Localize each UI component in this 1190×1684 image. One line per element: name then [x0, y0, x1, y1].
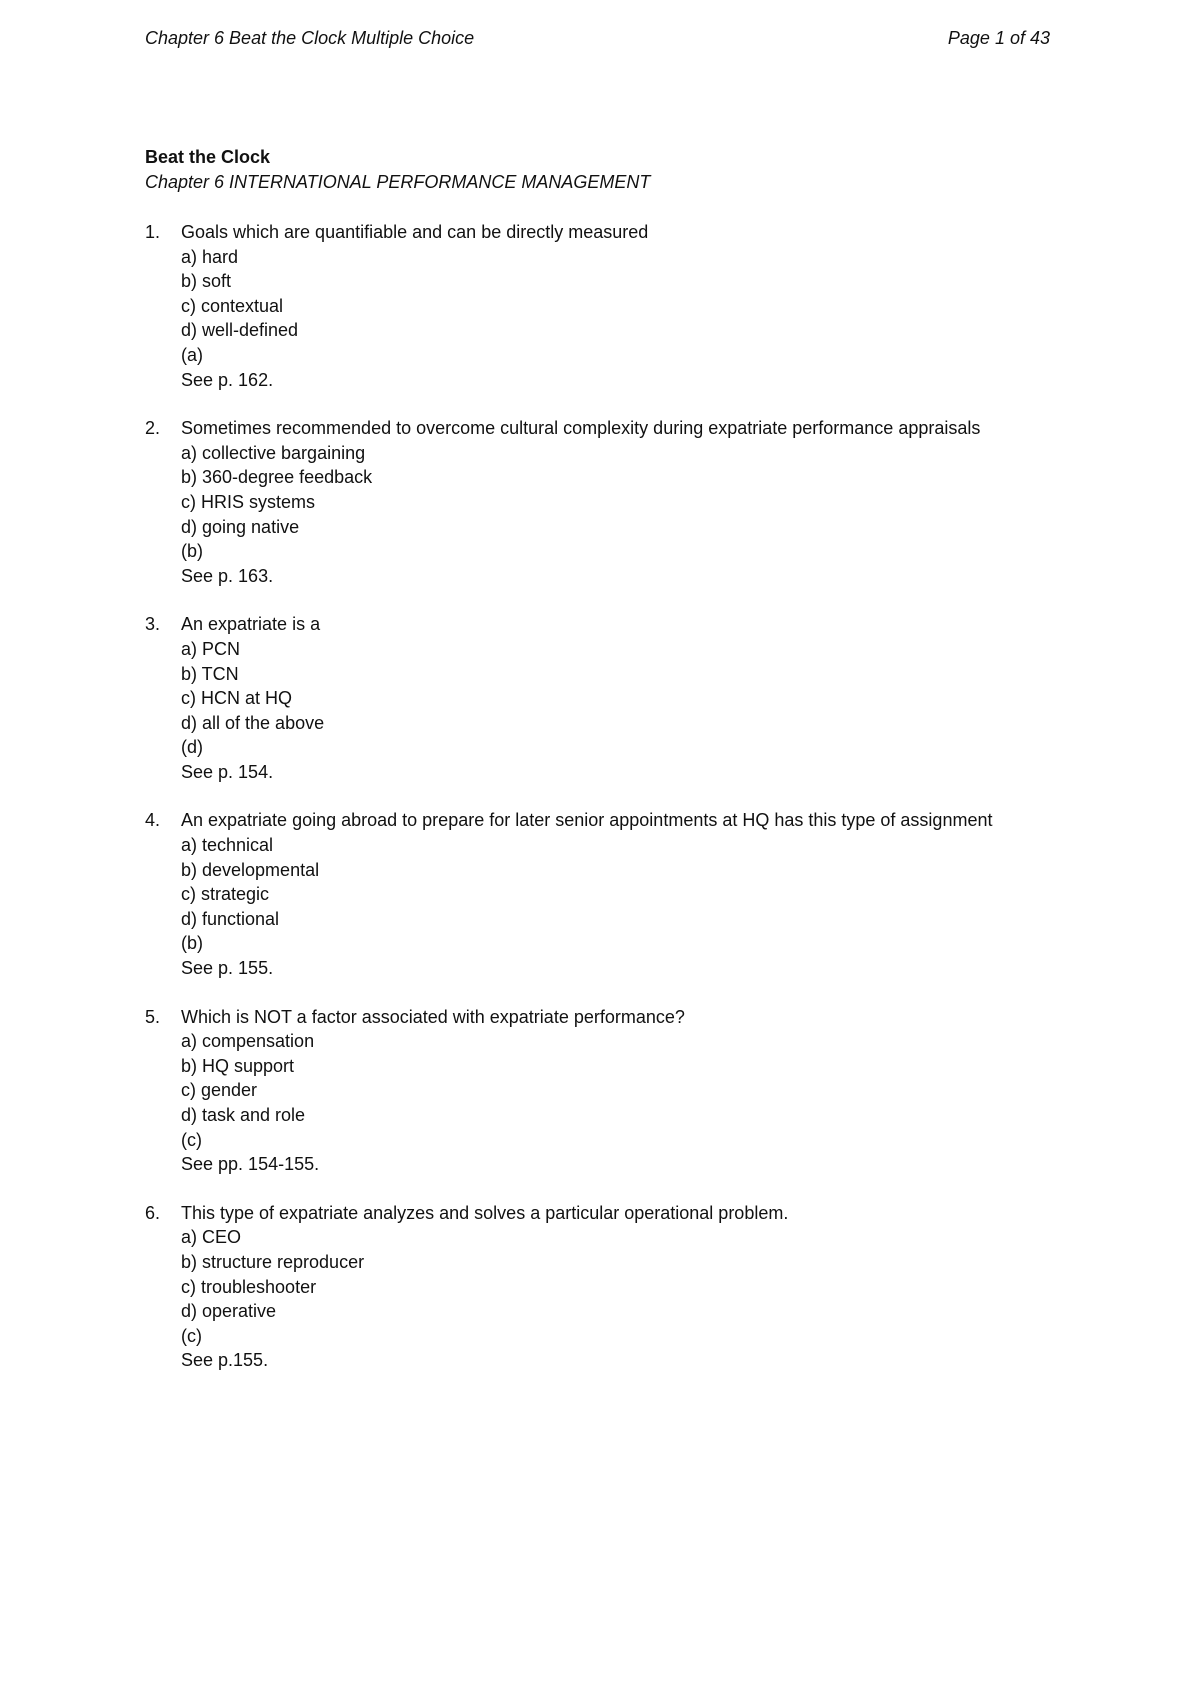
answer-key: (b): [181, 933, 203, 954]
question-item: [145, 1005, 1065, 1177]
option-d: d) task and role: [181, 1105, 306, 1125]
question-number: 1.: [145, 222, 161, 242]
page-reference: See p. 155.: [181, 958, 274, 979]
answer-key: (a): [181, 344, 203, 365]
option-c: c) gender: [181, 1080, 258, 1101]
option-c: c) strategic: [181, 884, 270, 905]
answer-key: (d): [181, 737, 203, 758]
question-text: This type of expatriate analyzes and solves a particular operational problem.: [181, 1202, 789, 1223]
question-number: 6.: [145, 1202, 161, 1223]
question-text: Which is NOT a factor associated with expatriate performance?: [181, 1006, 685, 1027]
question-item: [145, 1201, 1065, 1373]
answer-key: (b): [181, 541, 203, 562]
question-number: 4.: [145, 810, 161, 831]
option-a: a) PCN: [181, 638, 241, 659]
option-a: a) compensation: [181, 1031, 315, 1052]
option-d: d) functional: [181, 908, 280, 929]
option-d: d) going native: [181, 516, 300, 537]
question-item: [145, 416, 1065, 588]
option-a: a) collective bargaining: [181, 442, 366, 463]
option-a: a) CEO: [181, 1227, 242, 1248]
document-subtitle: Chapter 6 INTERNATIONAL PERFORMANCE MANAGEMENT: [145, 172, 651, 192]
option-a: a) hard: [181, 246, 239, 267]
header-page-number: Page 1 of 43: [947, 28, 1050, 48]
option-d: d) all of the above: [181, 712, 325, 733]
question-text: An expatriate is a: [181, 614, 321, 635]
page-reference: See p. 154.: [181, 761, 274, 782]
page-reference: See p. 162.: [181, 369, 274, 390]
option-b: b) soft: [181, 271, 232, 292]
question-number: 5.: [145, 1006, 161, 1027]
option-c: c) HRIS systems: [181, 491, 316, 512]
option-d: d) well-defined: [181, 320, 299, 341]
question-text: Sometimes recommended to overcome cultural complexity during expatriate performance appraisals: [181, 418, 981, 439]
question-text: An expatriate going abroad to prepare for later senior appointments at HQ has this type of assignment: [181, 810, 993, 831]
option-b: b) HQ support: [181, 1055, 295, 1076]
question-number: 2.: [145, 418, 161, 439]
page-reference: See p. 163.: [181, 565, 274, 586]
question-item: [145, 220, 1065, 392]
option-c: c) contextual: [181, 295, 284, 316]
question-item: [145, 612, 1065, 784]
header-chapter-title: Chapter 6 Beat the Clock Multiple Choice: [145, 28, 475, 48]
question-number: 3.: [145, 614, 161, 635]
option-b: b) TCN: [181, 663, 239, 684]
option-a: a) technical: [181, 835, 274, 856]
answer-key: (c): [181, 1129, 202, 1150]
option-b: b) 360-degree feedback: [181, 467, 373, 488]
question-text: Goals which are quantifiable and can be directly measured: [181, 222, 649, 242]
page-header: [145, 28, 1050, 54]
page-reference: See p.155.: [181, 1350, 269, 1371]
option-c: c) HCN at HQ: [181, 688, 293, 709]
option-b: b) developmental: [181, 859, 320, 880]
answer-key: (c): [181, 1325, 202, 1346]
option-c: c) troubleshooter: [181, 1276, 317, 1297]
option-b: b) structure reproducer: [181, 1251, 365, 1272]
question-item: [145, 808, 1065, 980]
page-reference: See pp. 154-155.: [181, 1154, 320, 1175]
document-title: Beat the Clock: [145, 147, 271, 167]
option-d: d) operative: [181, 1301, 277, 1322]
question-list: [145, 220, 1065, 1397]
